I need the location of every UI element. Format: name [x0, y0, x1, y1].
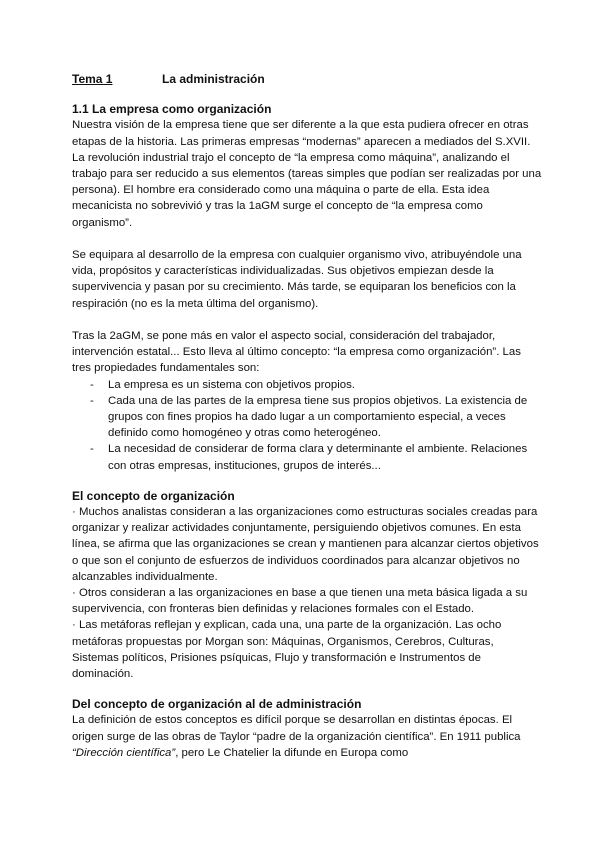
section3-heading: Del concepto de organización al de administración [72, 697, 362, 712]
spacer [72, 312, 542, 328]
section2-paragraph-2: · Otros consideran a las organizaciones en base a que tienen una meta básica ligada a su supervivencia, con fronteras bien definidas y relaciones formales con el Estado. [72, 587, 528, 616]
title-tema: Tema 1 [72, 72, 113, 86]
section3-text-start: La definición de estos conceptos es difícil porque se desarrollan en distintas épocas. El origen surge de las obras de Taylor “padre de la organización científica”. En 1911 publica [72, 714, 521, 743]
list-item: - La necesidad de considerar de forma clara y determinante el ambiente. Relaciones con otras empresas, instituciones, grupos de interés... [72, 441, 542, 473]
section3-paragraph-1 [72, 712, 542, 761]
document-title [72, 71, 542, 87]
properties-list [72, 377, 542, 474]
spacer [72, 474, 542, 488]
section1-paragraph-1: Nuestra visión de la empresa tiene que ser diferente a la que esta pudiera ofrecer en otras etapas de la historia. Las primeras empresas “modernas” aparecen a mediados del S.XVII. La revolución industrial trajo el concepto de “la empresa como máquina”, analizando el trabajo para ser reducido a sus elementos (tareas simples que podían ser realizadas por una persona). El hombre era considerado como una máquina o parte de ella. Esta idea mecanicista no sobrevivió y tras la 1aGM surge el concepto de “la empresa como organismo”. [72, 119, 542, 229]
book-title: “Dirección científica” [72, 746, 176, 759]
spacer [72, 231, 542, 247]
title-name: La administración [162, 72, 265, 86]
spacer [72, 87, 542, 101]
section1-paragraph-2: Se equipara al desarrollo de la empresa con cualquier organismo vivo, atribuyéndole una vida, propósitos y características individualizadas. Sus objetivos empiezan desde la supervivencia y pasan por su crecimiento. Más tarde, se equiparan los beneficios con la respiración (no es la meta última del organismo). [72, 249, 522, 310]
section1-heading: 1.1 La empresa como organización [72, 102, 272, 117]
section2-paragraph-1: · Muchos analistas consideran a las organizaciones como estructuras sociales creadas para organizar y realizar actividades conjuntamente, persiguiendo objetivos comunes. En esta línea, se afirma que las organizaciones se crean y mantienen para alcanzar ciertos objetivos o que son el conjunto de esfuerzos de individuos coordinados para alcanzar objetivos no alcanzables individualmente. [72, 506, 539, 583]
list-item: - Cada una de las partes de la empresa tiene sus propios objetivos. La existencia de grupos con fines propios ha dado lugar a un comportamiento especial, a veces definido como homogéneo y otras como heterogéneo. [72, 393, 542, 442]
document-content [72, 71, 542, 761]
list-item: - La empresa es un sistema con objetivos propios. [72, 377, 542, 393]
section2-paragraph-3: · Las metáforas reflejan y explican, cada una, una parte de la organización. Las ocho metáforas propuestas por Morgan son: Máquinas, Organismos, Cerebros, Culturas, Sistemas políticos, Prisiones psíquicas, Flujo y transformación e Instrumentos de dominación. [72, 619, 502, 681]
section3-text-end: , pero Le Chatelier la difunde en Europa como [175, 746, 409, 759]
section2-heading: El concepto de organización [72, 488, 235, 503]
section1-paragraph-3: Tras la 2aGM, se pone más en valor el aspecto social, consideración del trabajador, intervención estatal... Esto lleva al último concepto: “la empresa como organización”. Las tres propiedades fundamentales son: [72, 330, 521, 375]
spacer [72, 682, 542, 696]
